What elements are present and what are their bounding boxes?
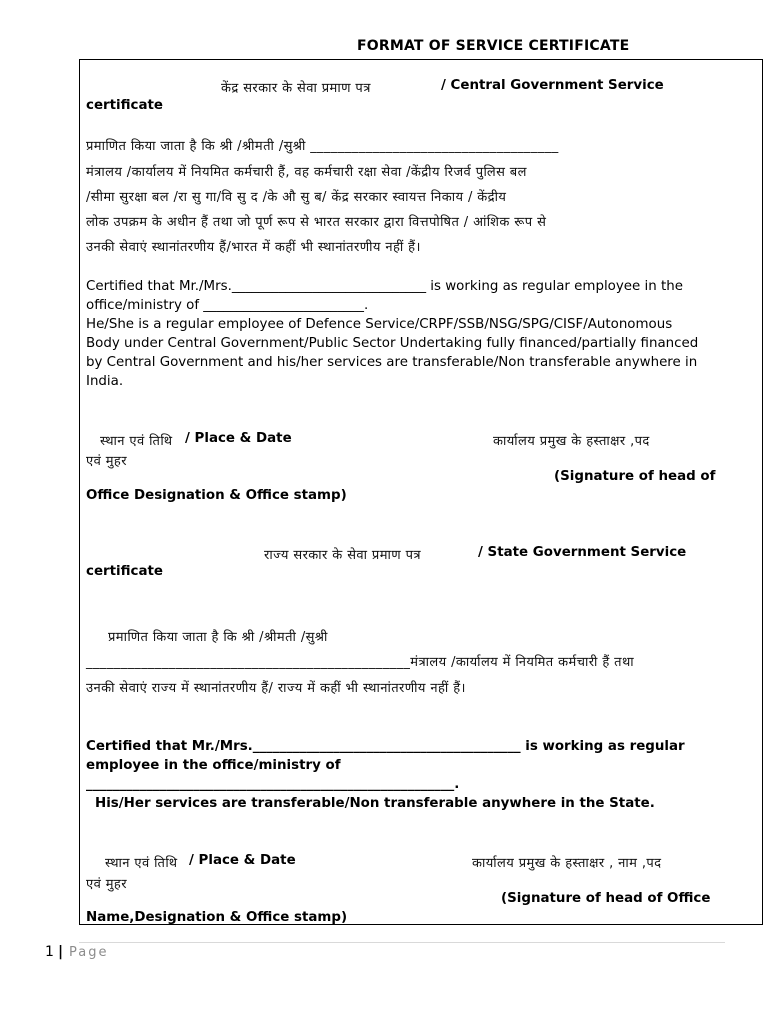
state-hindi-line-2: _______________________________________________मंत्रालय /कार्यालय में नियमित कर्मचारी हैं तथा — [86, 655, 635, 670]
state-transfer-line: His/Her services are transferable/Non transferable anywhere in the State. — [95, 796, 655, 811]
central-certified-prefix: Certified that Mr./Mrs. — [86, 279, 232, 294]
central-body-line-3: by Central Government and his/her services are transferable/Non transferable anywhere in — [86, 355, 698, 370]
footer-divider — [79, 942, 725, 943]
central-body-line-1: He/She is a regular employee of Defence Service/CRPF/SSB/NSG/SPG/CISF/Autonomous — [86, 317, 673, 332]
state-place-date-hindi: स्थान एवं तिथि — [105, 856, 178, 871]
state-certified-line-1 — [86, 739, 685, 754]
central-hindi-line-4: लोक उपक्रम के अधीन हैं तथा जो पूर्ण रूप से भारत सरकार द्वारा वित्तपोषित / आंशिक रूप से — [86, 215, 547, 230]
state-certified-prefix: Certified that Mr./Mrs. — [86, 739, 253, 754]
state-certified-suffix: is working as regular — [520, 739, 685, 754]
central-hindi-line-3: /सीमा सुरक्षा बल /रा सु गा/वि सु द /के औ सु ब/ केंद्र सरकार स्वायत्त निकाय / केंद्रीय — [86, 190, 507, 205]
central-signature-label: (Signature of head of — [554, 469, 716, 484]
state-hindi-line-3: उनकी सेवाएं राज्य में स्थानांतरणीय हैं/ राज्य में कहीं भी स्थानांतरणीय नहीं हैं। — [86, 681, 466, 696]
central-hindi-line-1: प्रमाणित किया जाता है कि श्री /श्रीमती /सुश्री ____________________________________ — [86, 139, 559, 154]
page-separator: | — [58, 944, 64, 960]
page-label: Page — [69, 945, 109, 960]
central-place-date-label: / Place & Date — [185, 431, 292, 446]
central-employee-name-blank[interactable]: _____________________________ — [231, 279, 427, 294]
state-heading: / State Government Service — [478, 545, 687, 560]
state-hindi-line-1: प्रमाणित किया जाता है कि श्री /श्रीमती /सुश्री — [108, 630, 328, 645]
central-designation-stamp-label: Office Designation & Office stamp) — [86, 488, 347, 503]
state-signature-label: (Signature of head of Office — [501, 891, 711, 906]
central-hindi-line-2: मंत्रालय /कार्यालय में नियमित कर्मचारी हैं, वह कर्मचारी रक्षा सेवा /केंद्रीय रिजर्व पुलिस बल — [86, 165, 527, 180]
central-certified-suffix: is working as regular employee in the — [426, 279, 683, 294]
central-certified-line-1 — [86, 279, 683, 294]
state-place-date-label: / Place & Date — [189, 853, 296, 868]
central-signature-hindi: कार्यालय प्रमुख के हस्ताक्षर ,पद — [493, 434, 650, 449]
document-title: FORMAT OF SERVICE CERTIFICATE — [357, 38, 630, 54]
central-heading-line2: certificate — [86, 98, 163, 113]
state-heading-hindi: राज्य सरकार के सेवा प्रमाण पत्र — [264, 548, 421, 563]
central-body-line-4: India. — [86, 374, 124, 389]
central-stamp-hindi: एवं मुहर — [86, 454, 127, 469]
state-employee-name-blank[interactable]: ________________________________________ — [252, 739, 521, 754]
central-body-line-2: Body under Central Government/Public Sector Undertaking fully financed/partially financed — [86, 336, 699, 351]
state-stamp-hindi: एवं मुहर — [86, 877, 127, 892]
central-heading-hindi: केंद्र सरकार के सेवा प्रमाण पत्र — [221, 81, 371, 96]
state-certified-line-2: employee in the office/ministry of — [86, 758, 341, 773]
state-office-blank[interactable]: _______________________________________________________. — [86, 777, 460, 792]
central-place-date-hindi: स्थान एवं तिथि — [100, 434, 173, 449]
central-hindi-line-5: उनकी सेवाएं स्थानांतरणीय हैं/भारत में कहीं भी स्थानांतरणीय नहीं हैं। — [86, 240, 421, 255]
central-certified-line-2: office/ministry of ________________________. — [86, 298, 369, 313]
central-heading: / Central Government Service — [441, 78, 664, 93]
page-number: 1 — [45, 944, 54, 960]
state-heading-line2: certificate — [86, 564, 163, 579]
state-designation-stamp-label: Name,Designation & Office stamp) — [86, 910, 348, 925]
state-signature-hindi: कार्यालय प्रमुख के हस्ताक्षर , नाम ,पद — [472, 856, 662, 871]
